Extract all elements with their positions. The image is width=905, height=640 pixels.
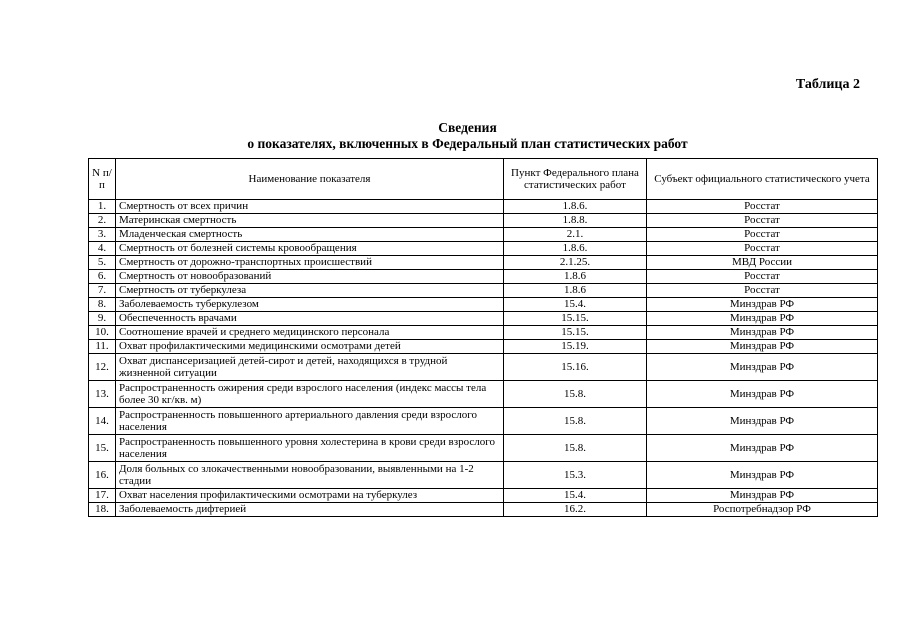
cell-num: 7. <box>89 284 116 298</box>
cell-point: 1.8.6. <box>504 200 647 214</box>
table-label: Таблица 2 <box>795 77 860 92</box>
cell-subject: Минздрав РФ <box>647 354 878 381</box>
cell-num: 15. <box>89 435 116 462</box>
cell-subject: Минздрав РФ <box>647 326 878 340</box>
cell-subject: Минздрав РФ <box>647 408 878 435</box>
cell-subject: Минздрав РФ <box>647 340 878 354</box>
cell-subject: Росстат <box>647 284 878 298</box>
cell-num: 11. <box>89 340 116 354</box>
cell-point: 1.8.8. <box>504 214 647 228</box>
cell-num: 6. <box>89 270 116 284</box>
cell-name: Смертность от туберкулеза <box>116 284 504 298</box>
cell-subject: Минздрав РФ <box>647 435 878 462</box>
title-line-1: Сведения <box>438 120 497 135</box>
table-row <box>89 228 878 242</box>
cell-subject: Росстат <box>647 214 878 228</box>
cell-point: 15.4. <box>504 298 647 312</box>
table-row <box>89 503 878 517</box>
cell-num: 12. <box>89 354 116 381</box>
cell-name: Смертность от новообразований <box>116 270 504 284</box>
cell-subject: МВД России <box>647 256 878 270</box>
cell-point: 15.15. <box>504 326 647 340</box>
cell-num: 18. <box>89 503 116 517</box>
cell-point: 15.4. <box>504 489 647 503</box>
cell-name: Распространенность повышенного уровня холестерина в крови среди взрослого населения <box>116 435 504 462</box>
cell-point: 2.1. <box>504 228 647 242</box>
cell-subject: Минздрав РФ <box>647 489 878 503</box>
table-row <box>89 270 878 284</box>
cell-name: Младенческая смертность <box>116 228 504 242</box>
cell-name: Охват профилактическими медицинскими осмотрами детей <box>116 340 504 354</box>
cell-num: 5. <box>89 256 116 270</box>
cell-name: Соотношение врачей и среднего медицинского персонала <box>116 326 504 340</box>
cell-subject: Росстат <box>647 242 878 256</box>
cell-num: 10. <box>89 326 116 340</box>
cell-name: Заболеваемость туберкулезом <box>116 298 504 312</box>
cell-point: 15.19. <box>504 340 647 354</box>
cell-name: Охват диспансеризацией детей-сирот и детей, находящихся в трудной жизненной ситуации <box>116 354 504 381</box>
table-row <box>89 312 878 326</box>
cell-point: 15.8. <box>504 408 647 435</box>
cell-point: 1.8.6 <box>504 284 647 298</box>
table-row <box>89 354 878 381</box>
cell-subject: Росстат <box>647 228 878 242</box>
cell-num: 1. <box>89 200 116 214</box>
table-row <box>89 256 878 270</box>
cell-num: 13. <box>89 381 116 408</box>
cell-name: Доля больных со злокачественными новообразовании, выявленными на 1-2 стадии <box>116 462 504 489</box>
cell-num: 3. <box>89 228 116 242</box>
column-header-num: N п/п <box>89 159 116 200</box>
cell-name: Смертность от болезней системы кровообращения <box>116 242 504 256</box>
cell-point: 15.3. <box>504 462 647 489</box>
cell-subject: Минздрав РФ <box>647 298 878 312</box>
table-row <box>89 340 878 354</box>
table-row <box>89 298 878 312</box>
cell-subject: Минздрав РФ <box>647 462 878 489</box>
cell-num: 14. <box>89 408 116 435</box>
table-row <box>89 200 878 214</box>
cell-point: 15.15. <box>504 312 647 326</box>
cell-subject: Роспотребнадзор РФ <box>647 503 878 517</box>
cell-subject: Минздрав РФ <box>647 381 878 408</box>
column-header-name: Наименование показателя <box>116 159 504 200</box>
cell-num: 4. <box>89 242 116 256</box>
column-header-subject: Субъект официального статистического учета <box>647 159 878 200</box>
cell-name: Материнская смертность <box>116 214 504 228</box>
table-row <box>89 462 878 489</box>
document-title <box>0 120 905 152</box>
cell-subject: Минздрав РФ <box>647 312 878 326</box>
cell-name: Охват населения профилактическими осмотрами на туберкулез <box>116 489 504 503</box>
cell-num: 8. <box>89 298 116 312</box>
cell-point: 15.16. <box>504 354 647 381</box>
table-row <box>89 408 878 435</box>
cell-point: 1.8.6 <box>504 270 647 284</box>
column-header-point: Пункт Федерального плана статистических работ <box>504 159 647 200</box>
cell-name: Распространенность ожирения среди взрослого населения (индекс массы тела более 30 кг/кв. м) <box>116 381 504 408</box>
cell-name: Смертность от дорожно-транспортных происшествий <box>116 256 504 270</box>
cell-point: 2.1.25. <box>504 256 647 270</box>
cell-name: Смертность от всех причин <box>116 200 504 214</box>
table-row <box>89 435 878 462</box>
cell-subject: Росстат <box>647 270 878 284</box>
cell-point: 15.8. <box>504 435 647 462</box>
cell-num: 2. <box>89 214 116 228</box>
cell-point: 15.8. <box>504 381 647 408</box>
cell-name: Заболеваемость дифтерией <box>116 503 504 517</box>
cell-num: 17. <box>89 489 116 503</box>
cell-name: Распространенность повышенного артериального давления среди взрослого населения <box>116 408 504 435</box>
cell-subject: Росстат <box>647 200 878 214</box>
cell-name: Обеспеченность врачами <box>116 312 504 326</box>
cell-num: 9. <box>89 312 116 326</box>
table-row <box>89 326 878 340</box>
title-line-2: о показателях, включенных в Федеральный план статистических работ <box>247 136 688 151</box>
table-row <box>89 489 878 503</box>
table-row <box>89 284 878 298</box>
table-header-row <box>89 159 878 200</box>
table-row <box>89 381 878 408</box>
cell-point: 1.8.6. <box>504 242 647 256</box>
cell-num: 16. <box>89 462 116 489</box>
cell-point: 16.2. <box>504 503 647 517</box>
table-row <box>89 242 878 256</box>
table-row <box>89 214 878 228</box>
indicators-table <box>88 158 878 517</box>
